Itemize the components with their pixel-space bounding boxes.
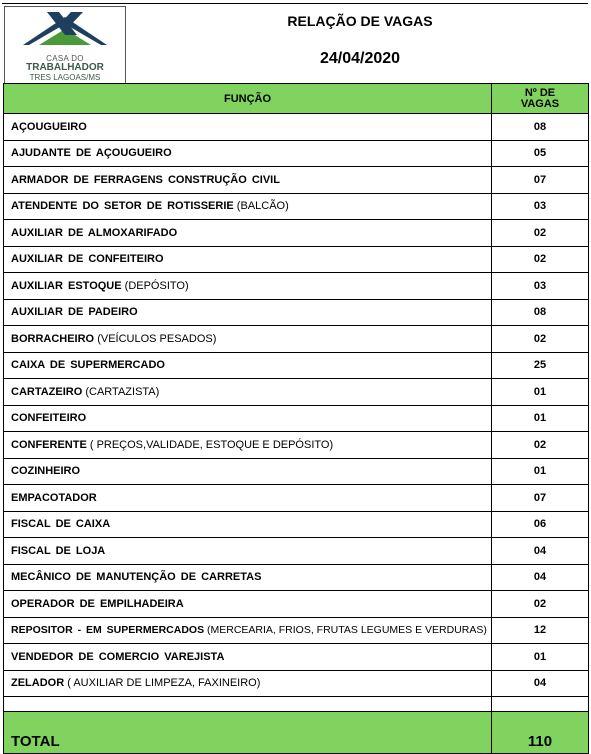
job-function-cell	[4, 140, 492, 167]
vacancy-count: 04	[492, 538, 589, 565]
job-function-name: CONFERENTE	[11, 438, 87, 451]
job-function-name: AUXILIAR ESTOQUE	[11, 279, 122, 292]
job-function-detail: (MERCEARIA, FRIOS, FRUTAS LEGUMES E VERDURAS)	[207, 623, 487, 636]
table-row	[4, 564, 589, 591]
job-function-name: AJUDANTE DE AÇOUGUEIRO	[11, 147, 172, 160]
table-row	[4, 379, 589, 406]
job-function-cell	[4, 458, 492, 485]
vacancy-count: 02	[492, 246, 589, 273]
job-function-cell	[4, 246, 492, 273]
job-function-name: BORRACHEIRO	[11, 332, 95, 345]
job-function-cell	[4, 352, 492, 379]
job-function-cell	[4, 405, 492, 432]
job-function-name: MECÂNICO DE MANUTENÇÃO DE CARRETAS	[11, 571, 262, 584]
casa-do-trabalhador-logo	[4, 6, 126, 84]
spacer-row	[4, 697, 589, 712]
job-function-cell	[4, 273, 492, 300]
column-header-vagas	[492, 84, 589, 114]
vacancy-count: 05	[492, 140, 589, 167]
header	[2, 3, 588, 83]
vacancy-count: 03	[492, 273, 589, 300]
table-row	[4, 326, 589, 353]
job-function-name: AUXILIAR DE CONFEITEIRO	[11, 253, 164, 266]
job-function-cell	[4, 644, 492, 671]
vacancy-count: 02	[492, 432, 589, 459]
job-function-name: FISCAL DE LOJA	[11, 544, 106, 557]
vacancy-count: 08	[492, 114, 589, 141]
page-date: 24/04/2020	[319, 50, 401, 67]
table-row	[4, 511, 589, 538]
job-function-cell	[4, 114, 492, 141]
vacancy-count: 07	[492, 167, 589, 194]
table-row	[4, 167, 589, 194]
job-function-name: OPERADOR DE EMPILHADEIRA	[11, 597, 184, 610]
table-row	[4, 617, 589, 644]
job-function-detail: ( AUXILIAR DE LIMPEZA, FAXINEIRO)	[67, 677, 261, 690]
total-label: TOTAL	[4, 712, 492, 754]
table-row	[4, 670, 589, 697]
vacancy-count: 07	[492, 485, 589, 512]
column-header-vagas-line1: Nº DE	[524, 86, 556, 99]
job-function-name: VENDEDOR DE COMERCIO VAREJISTA	[11, 650, 225, 663]
job-function-cell	[4, 220, 492, 247]
column-header-funcao: FUNÇÃO	[4, 84, 492, 114]
job-function-cell	[4, 379, 492, 406]
vacancy-count: 04	[492, 670, 589, 697]
vacancies-table	[3, 83, 589, 754]
table-row	[4, 458, 589, 485]
job-function-cell	[4, 193, 492, 220]
job-function-cell	[4, 670, 492, 697]
job-function-cell	[4, 617, 492, 644]
table-row	[4, 591, 589, 618]
job-function-detail: (DEPÓSITO)	[124, 279, 189, 292]
table-row	[4, 220, 589, 247]
job-function-name: CONFEITEIRO	[11, 412, 87, 425]
job-function-name: CARTAZEIRO	[11, 385, 83, 398]
vacancy-count: 04	[492, 564, 589, 591]
table-header-row	[4, 84, 589, 114]
vacancy-count: 08	[492, 299, 589, 326]
table-row	[4, 246, 589, 273]
page-title: RELAÇÃO DE VAGAS	[287, 13, 433, 29]
job-function-name: FISCAL DE CAIXA	[11, 518, 111, 531]
total-row	[4, 712, 589, 754]
vacancy-count: 01	[492, 458, 589, 485]
job-function-cell	[4, 432, 492, 459]
total-value: 110	[492, 712, 589, 754]
table-row	[4, 538, 589, 565]
table-row	[4, 432, 589, 459]
vacancy-count: 01	[492, 644, 589, 671]
column-header-vagas-line2: VAGAS	[520, 97, 560, 110]
vacancy-count: 06	[492, 511, 589, 538]
job-function-detail: (VEÍCULOS PESADOS)	[97, 332, 217, 345]
job-function-name: ZELADOR	[11, 677, 65, 690]
job-function-cell	[4, 299, 492, 326]
logo-text-trabalhador: TRABALHADOR	[26, 62, 104, 73]
table-body	[4, 114, 589, 697]
vacancy-count: 25	[492, 352, 589, 379]
table-row	[4, 352, 589, 379]
job-function-cell	[4, 564, 492, 591]
vacancy-count: 01	[492, 379, 589, 406]
job-function-name: ARMADOR DE FERRAGENS CONSTRUÇÃO CIVIL	[11, 173, 280, 186]
job-function-name: CAIXA DE SUPERMERCADO	[11, 359, 165, 372]
job-function-detail: (CARTAZISTA)	[85, 385, 160, 398]
job-function-detail: ( PREÇOS,VALIDADE, ESTOQUE E DEPÓSITO)	[89, 438, 334, 451]
vacancy-count: 02	[492, 591, 589, 618]
vacancy-count: 02	[492, 326, 589, 353]
house-logo-icon	[5, 7, 125, 57]
table-row	[4, 405, 589, 432]
table-row	[4, 140, 589, 167]
table-row	[4, 299, 589, 326]
logo-text-casa-do: CASA DO	[46, 54, 84, 63]
logo-text-city: TRES LAGOAS/MS	[29, 73, 101, 82]
table-row	[4, 193, 589, 220]
job-function-name: COZINHEIRO	[11, 465, 81, 478]
job-function-cell	[4, 167, 492, 194]
table-row	[4, 485, 589, 512]
job-function-name: ATENDENTE DO SETOR DE ROTISSERIE	[11, 200, 234, 213]
job-function-name: AÇOUGUEIRO	[11, 120, 87, 133]
job-function-cell	[4, 326, 492, 353]
job-function-name: AUXILIAR DE ALMOXARIFADO	[11, 226, 178, 239]
job-function-cell	[4, 591, 492, 618]
table-row	[4, 644, 589, 671]
job-function-name: AUXILIAR DE PADEIRO	[11, 306, 138, 319]
job-function-cell	[4, 511, 492, 538]
job-function-name: REPOSITOR - EM SUPERMERCADOS	[11, 623, 205, 636]
vacancy-count: 02	[492, 220, 589, 247]
job-function-detail: (BALCÃO)	[236, 200, 289, 213]
job-function-cell	[4, 538, 492, 565]
table-row	[4, 273, 589, 300]
vacancy-count: 03	[492, 193, 589, 220]
table-row	[4, 114, 589, 141]
vacancy-count: 01	[492, 405, 589, 432]
vacancy-count: 12	[492, 617, 589, 644]
job-function-name: EMPACOTADOR	[11, 491, 97, 504]
job-function-cell	[4, 485, 492, 512]
